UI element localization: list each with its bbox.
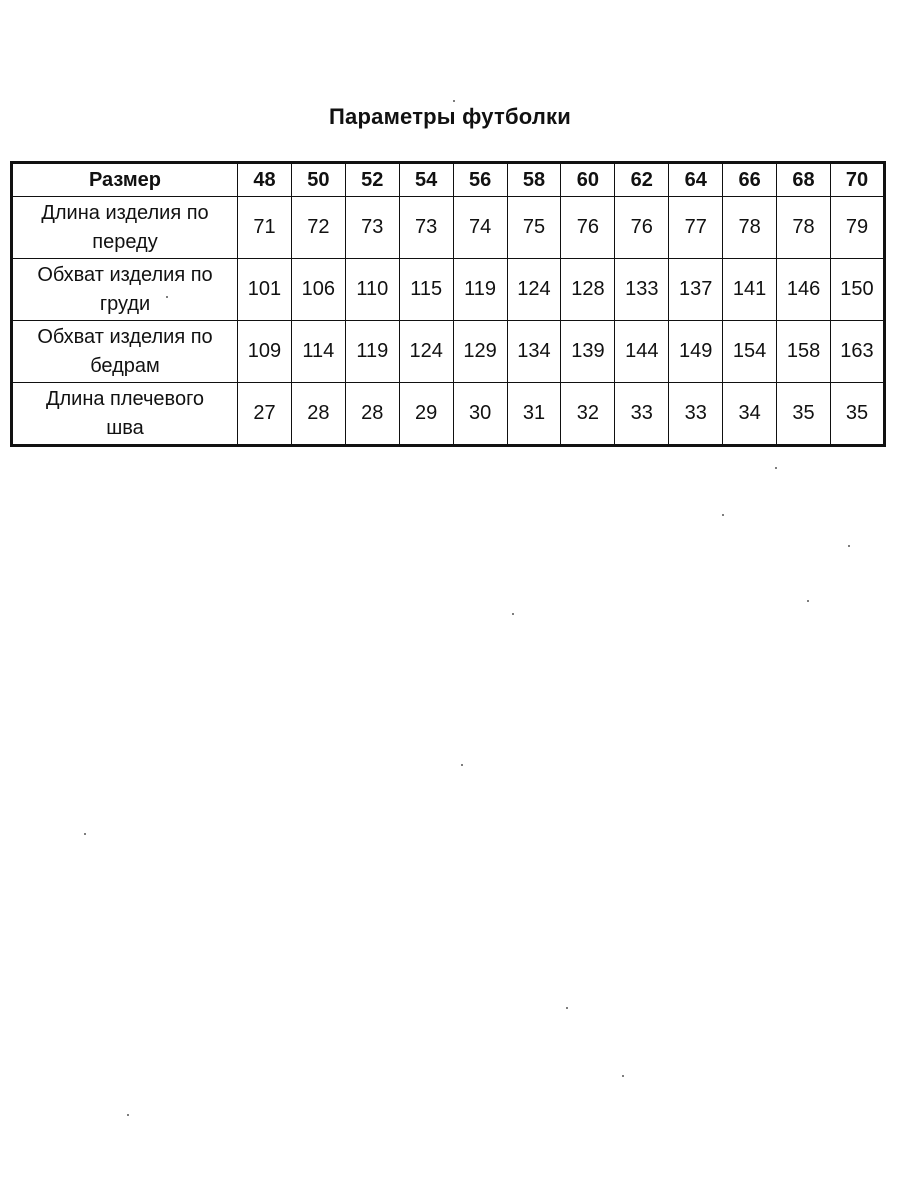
table-cell: 101	[238, 259, 292, 321]
table-cell: 106	[291, 259, 345, 321]
row-label-line: Длина изделия по	[41, 201, 209, 224]
table-cell: 77	[669, 197, 723, 259]
row-label-line: шва	[106, 416, 144, 439]
row-label	[12, 259, 238, 321]
table-cell: 158	[777, 321, 831, 383]
row-label-line: груди	[99, 292, 151, 315]
table-cell: 78	[777, 197, 831, 259]
header-size: 56	[453, 163, 507, 197]
table-cell: 119	[453, 259, 507, 321]
size-table	[10, 161, 886, 447]
scan-speck	[566, 1007, 568, 1009]
table-cell: 28	[345, 383, 399, 446]
table-cell: 137	[669, 259, 723, 321]
table-cell: 32	[561, 383, 615, 446]
table-cell: 110	[345, 259, 399, 321]
table-cell: 28	[291, 383, 345, 446]
table-cell: 33	[669, 383, 723, 446]
table-cell: 109	[238, 321, 292, 383]
table-cell: 76	[561, 197, 615, 259]
table-row	[12, 383, 885, 446]
row-label	[12, 197, 238, 259]
scan-speck	[461, 764, 463, 766]
table-header-row	[12, 163, 885, 197]
table-cell: 78	[723, 197, 777, 259]
row-label	[12, 321, 238, 383]
table-cell: 114	[291, 321, 345, 383]
table-cell: 30	[453, 383, 507, 446]
page-title: Параметры футболки	[329, 104, 571, 129]
table-cell: 133	[615, 259, 669, 321]
table-cell: 128	[561, 259, 615, 321]
row-label-line: Длина плечевого	[45, 387, 205, 410]
table-row	[12, 197, 885, 259]
header-size: 60	[561, 163, 615, 197]
table-cell: 141	[723, 259, 777, 321]
header-size: 64	[669, 163, 723, 197]
header-size: 50	[291, 163, 345, 197]
header-size-label: Размер	[12, 163, 238, 197]
header-size: 70	[830, 163, 884, 197]
table-cell: 115	[399, 259, 453, 321]
table-cell: 139	[561, 321, 615, 383]
scan-speck	[722, 514, 724, 516]
table-cell: 76	[615, 197, 669, 259]
scan-speck	[166, 296, 168, 298]
table-cell: 124	[507, 259, 561, 321]
table-cell: 163	[830, 321, 884, 383]
scan-speck	[453, 100, 455, 102]
scan-speck	[807, 600, 809, 602]
header-size: 66	[723, 163, 777, 197]
table-cell: 124	[399, 321, 453, 383]
row-label	[12, 383, 238, 446]
header-size: 62	[615, 163, 669, 197]
table-cell: 144	[615, 321, 669, 383]
table-cell: 31	[507, 383, 561, 446]
table-row	[12, 259, 885, 321]
table-cell: 129	[453, 321, 507, 383]
table-cell: 119	[345, 321, 399, 383]
table-cell: 79	[830, 197, 884, 259]
table-cell: 34	[723, 383, 777, 446]
scan-speck	[622, 1075, 624, 1077]
scan-speck	[84, 833, 86, 835]
row-label-line: переду	[92, 230, 158, 253]
table-cell: 149	[669, 321, 723, 383]
table-cell: 134	[507, 321, 561, 383]
table-cell: 154	[723, 321, 777, 383]
row-label-line: Обхват изделия по	[37, 263, 213, 286]
scan-speck	[848, 545, 850, 547]
table-cell: 146	[777, 259, 831, 321]
table-cell: 74	[453, 197, 507, 259]
table-cell: 27	[238, 383, 292, 446]
table-cell: 75	[507, 197, 561, 259]
header-size: 54	[399, 163, 453, 197]
table-cell: 73	[399, 197, 453, 259]
header-size: 58	[507, 163, 561, 197]
scan-speck	[127, 1114, 129, 1116]
table-cell: 71	[238, 197, 292, 259]
row-label-line: Обхват изделия по	[37, 325, 213, 348]
scan-speck	[775, 467, 777, 469]
table-cell: 72	[291, 197, 345, 259]
header-size: 48	[238, 163, 292, 197]
table-row	[12, 321, 885, 383]
table-cell: 150	[830, 259, 884, 321]
table-cell: 35	[777, 383, 831, 446]
table-cell: 35	[830, 383, 884, 446]
row-label-line: бедрам	[90, 354, 160, 377]
scan-speck	[512, 613, 514, 615]
header-size: 68	[777, 163, 831, 197]
table-cell: 73	[345, 197, 399, 259]
header-size: 52	[345, 163, 399, 197]
table-cell: 29	[399, 383, 453, 446]
table-cell: 33	[615, 383, 669, 446]
